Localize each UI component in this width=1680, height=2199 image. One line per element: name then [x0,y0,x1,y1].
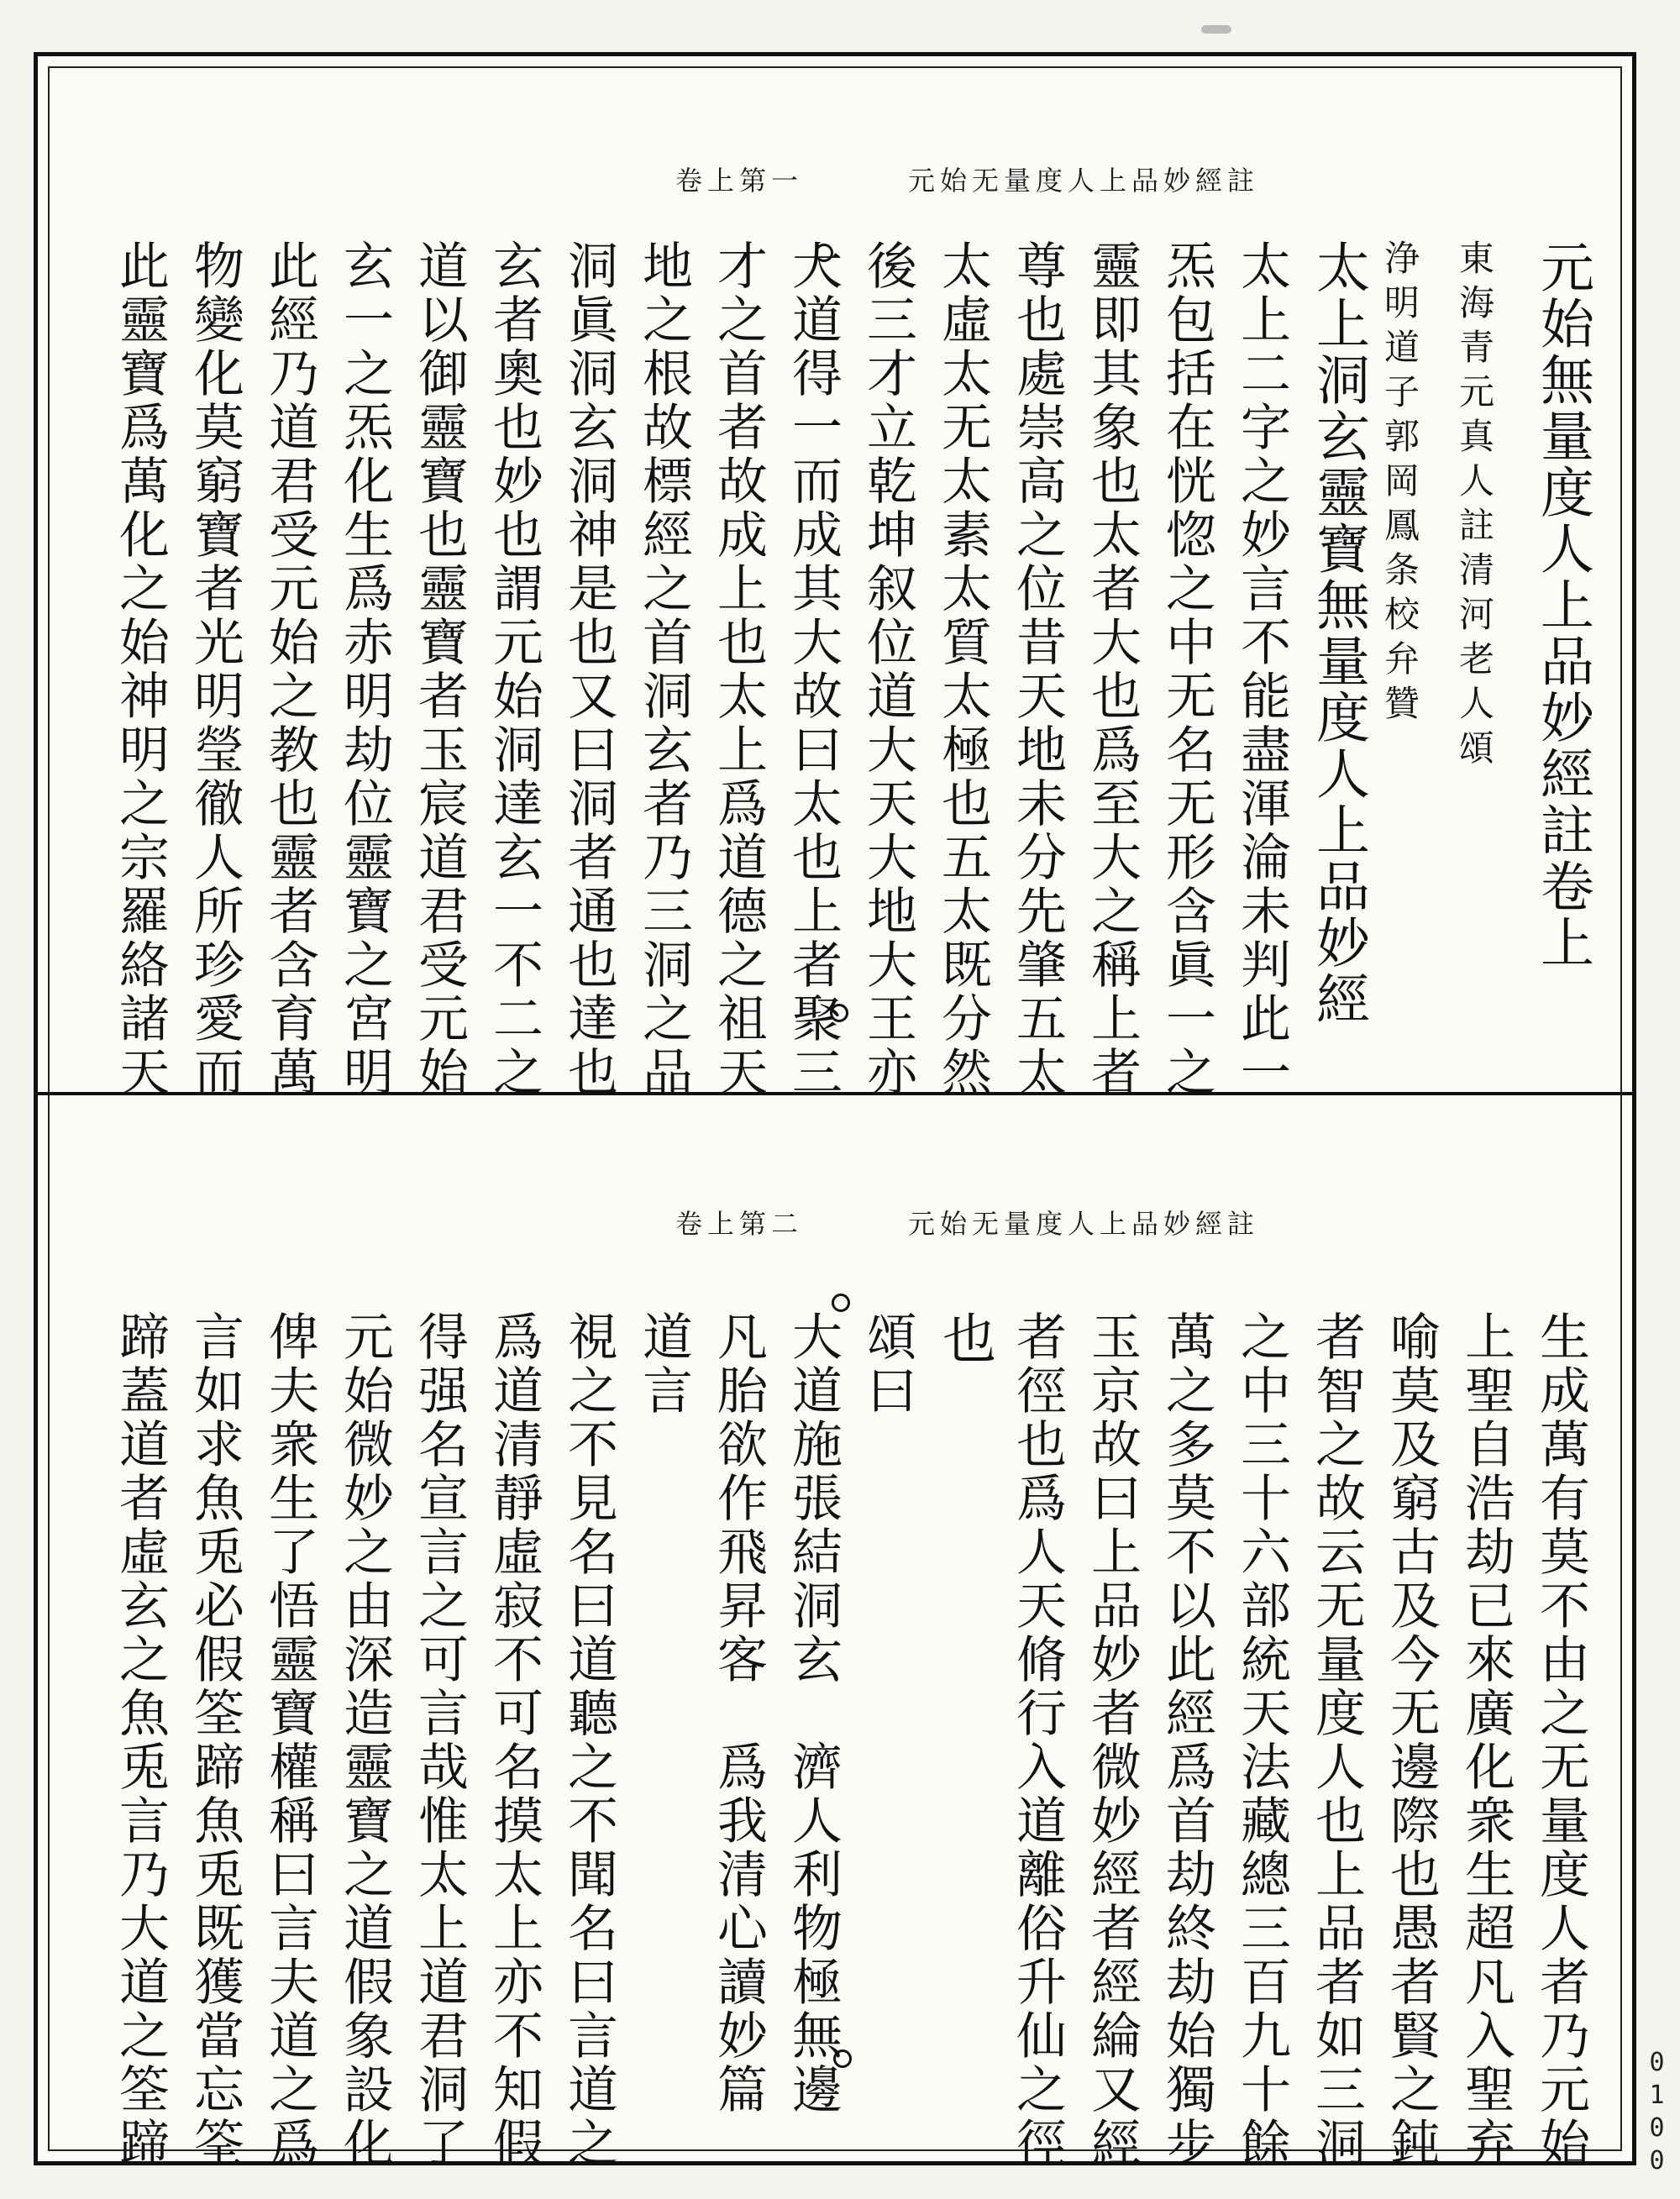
bottom-text-column: 也 [933,1310,995,1367]
top-text-column: 太虛太无太素太質太極也五太既分然 [933,239,992,1100]
bottom-running-title: 元始无量度人上品妙經註 [907,1208,1259,1240]
bottom-text-column: 頌曰 [858,1310,917,1418]
top-text-column: 才之首者故成上也太上爲道德之祖天 [709,239,768,1100]
bottom-text-column: 者徑也爲人天脩行入道離俗升仙之徑 [1008,1310,1067,2170]
top-text-column: 玄一之炁化生爲赤明劫位靈寶之宮明 [335,239,394,1100]
bottom-text-column: 凡胎欲作飛昇客 爲我清心讀妙篇 [709,1310,768,2117]
circle-mark [830,1004,848,1022]
bottom-volume-label: 卷上第二 [675,1208,803,1240]
bottom-text-column: 蹄蓋道者虛玄之魚兎言乃大道之筌蹄 [111,1310,170,2170]
bottom-text-column: 萬之多莫不以此經爲首劫終劫始獨步 [1158,1310,1216,2170]
circle-mark [832,1294,850,1312]
bottom-text-column: 俾夫衆生了悟靈寶權稱曰言夫道之爲 [260,1310,319,2170]
top-text-column: 浄明道子郭岡鳳条校弁贊 [1379,239,1420,729]
top-text-column: 尊也處崇高之位昔天地未分先肇五太 [1008,239,1067,1100]
bottom-text-column: 上聖自浩劫已來廣化衆生超凡入聖弃 [1457,1310,1515,2170]
top-text-column: 太上二字之妙言不能盡渾淪未判此一 [1232,239,1291,1100]
top-text-column: 道以御靈寶也靈寶者玉宸道君受元始 [410,239,469,1100]
circle-mark [833,2049,852,2068]
bottom-text-column: 元始微妙之由深造靈寶之道假象設化 [335,1310,394,2170]
bottom-text-column: 大道施張結洞玄 濟人利物極無邊 [784,1310,843,2117]
top-text-column: 此經乃道君受元始之教也靈者含育萬 [260,239,319,1100]
bottom-text-column: 者智之故云无量度人也上品者如三洞 [1307,1310,1366,2170]
bottom-text-column: 玉京故曰上品妙者微妙經者經綸又經 [1083,1310,1142,2170]
top-text-column: 後三才立乾坤叙位道大天大地大王亦 [858,239,917,1100]
top-text-column: 此靈寶爲萬化之始神明之宗羅絡諸天 [111,239,170,1100]
top-text-column: 大道得一而成其大故曰太也上者聚三 [784,239,843,1100]
top-text-column: 玄者奧也妙也謂元始洞達玄一不二之 [485,239,543,1100]
top-text-column: 地之根故標經之首洞玄者乃三洞之品 [634,239,693,1100]
bottom-text-column: 言如求魚兎必假筌蹄魚兎既獲當忘筌 [186,1310,244,2170]
bottom-text-column: 得强名宣言之可言哉惟太上道君洞了 [410,1310,469,2170]
top-text-column: 東海青元真人註清河老人頌 [1454,239,1495,774]
top-text-column: 元始無量度人上品妙經註卷上 [1531,239,1593,971]
top-text-column: 太上洞玄靈寶無量度人上品妙經 [1307,239,1369,1027]
top-text-column: 靈即其象也太者大也爲至大之稱上者 [1083,239,1142,1100]
bottom-text-column: 之中三十六部統天法藏總三百九十餘 [1232,1310,1291,2170]
ink-speck [1201,25,1231,34]
bottom-text-column: 道言 [634,1310,693,1418]
top-text-column: 物變化莫窮寶者光明瑩徹人所珍愛而 [186,239,244,1100]
page-number: 0100 [1642,2048,1672,2179]
bottom-text-column: 生成萬有莫不由之无量度人者乃元始 [1531,1310,1590,2170]
top-text-column: 炁包括在恍惚之中无名无形含眞一之 [1158,239,1216,1100]
top-volume-label: 卷上第一 [675,165,803,197]
top-running-title: 元始无量度人上品妙經註 [907,165,1259,197]
bottom-text-column: 爲道清靜虛寂不可名摸太上亦不知假 [485,1310,543,2170]
top-text-column: 洞眞洞玄洞神是也又曰洞者通也達也 [559,239,618,1100]
bottom-text-column: 視之不見名曰道聽之不聞名曰言道之 [559,1310,618,2170]
circle-mark [815,244,833,262]
bottom-text-column: 喻莫及窮古及今无邊際也愚者賢之鈍 [1382,1310,1441,2170]
